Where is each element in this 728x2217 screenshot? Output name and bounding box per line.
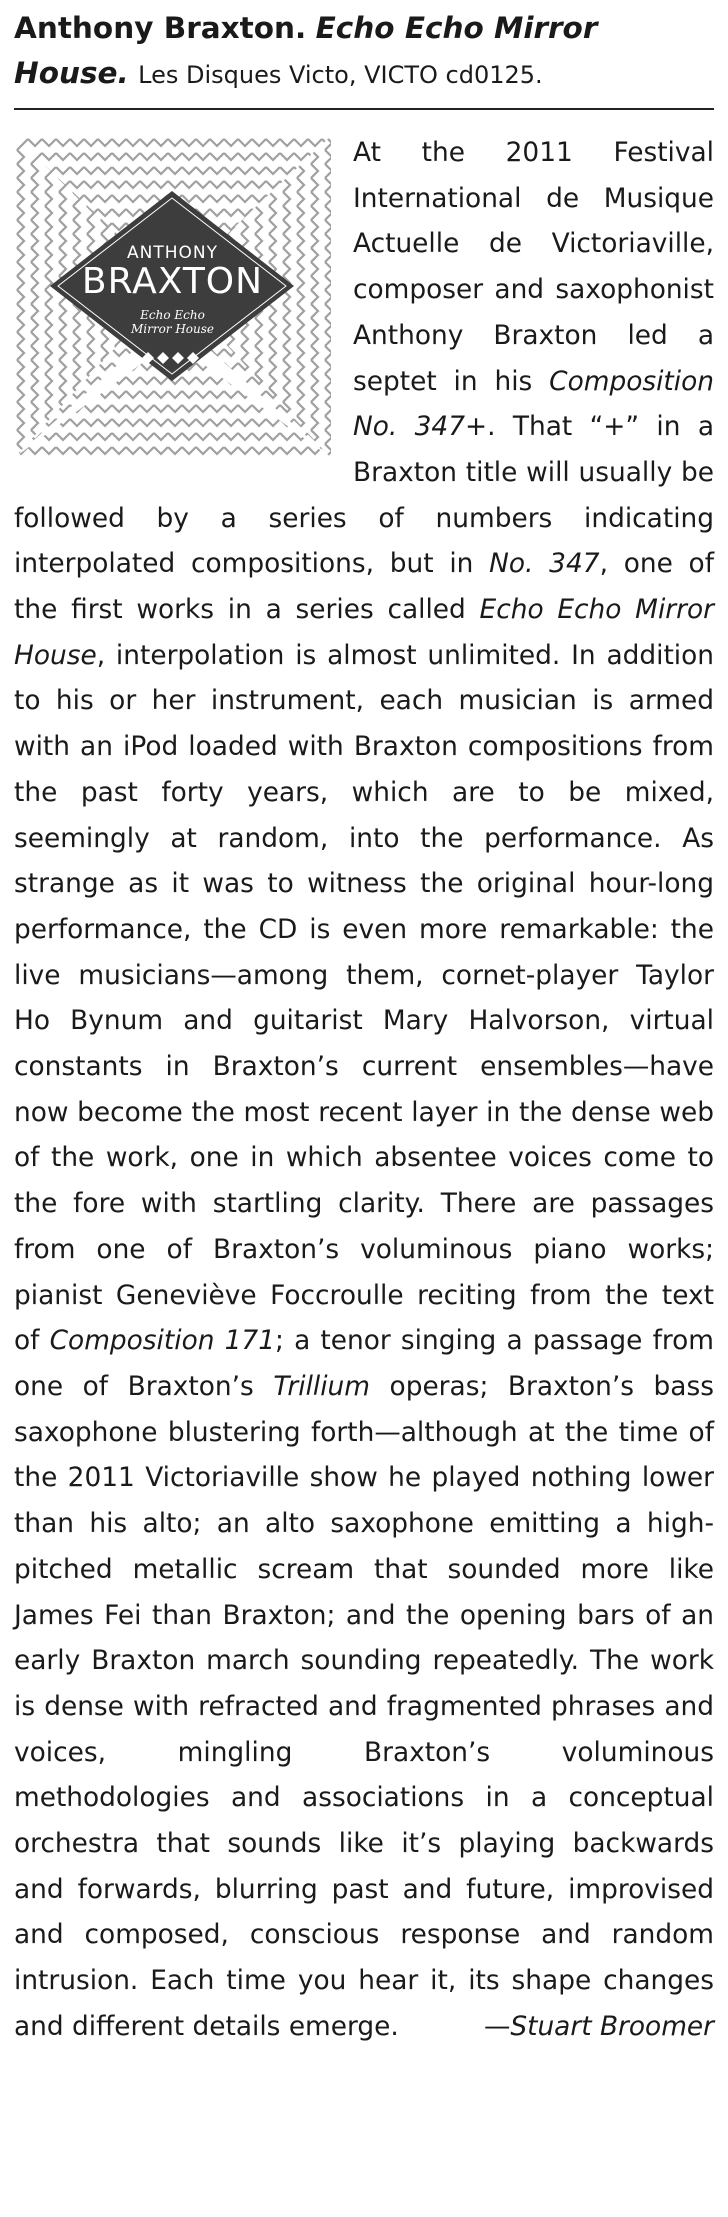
body-text-segment: , interpolation is almost unlimited. In addition to his or her instrument, each musician is armed with an iPod loaded with Braxton compositions from the past forty years, which are to be mixed, seemingly at random, into the performance. As strange as it was to witness the original hour-long performance, the CD is even more remarkable: the live musicians—among them, cornet-player Taylor Ho Bynum and guitarist Mary Halvorson, virtual constants in Braxton’s current ensembles—have now become the most recent layer in the dense web of the work, one in which absentee voices come to the fore with startling clarity. There are passages from one of Braxton’s voluminous piano works; pianist Geneviève Foccroulle reciting from the text of	[14, 639, 714, 1357]
series-title: Echo Echo Mirror House	[14, 594, 714, 671]
album-title: Echo Echo Mirror House.	[14, 11, 598, 90]
album-cover	[14, 136, 331, 458]
cover-album-line-2: Mirror House	[130, 322, 215, 336]
body-text-segment: operas; Braxton’s bass saxophone blustering forth—although at the time of the 2011 Victoriaville show he played nothing lower than his alto; an alto saxophone emitting a high-pitched metallic scream that sounded more like James Fei than Braxton; and the opening bars of an early Braxton march sounding repeatedly. The work is dense with refracted and fragmented phrases and voices, mingling Braxton’s voluminous methodologies and associations in a conceptual orchestra that sounds like it’s playing backwards and forwards, blurring past and future, improvised and composed, conscious response and random intrusion. Each time you hear it, its shape changes and different details emerge.	[14, 1370, 714, 2042]
label-info: Les Disques Victo, VICTO cd0125.	[138, 61, 543, 89]
no-347-title: No. 347	[489, 548, 600, 580]
cover-album-line-1: Echo Echo	[140, 308, 205, 322]
heading-divider	[14, 108, 714, 110]
review-article	[14, 0, 714, 2050]
cover-album-title	[14, 308, 331, 336]
cover-first-name: ANTHONY	[127, 243, 218, 263]
trillium-title: Trillium	[273, 1370, 370, 1402]
body-text-segment: . That “+” in a Braxton title will usually be followed by a series of numbers indicating interpolated compositions, but in	[14, 411, 714, 580]
cover-last-name: BRAXTON	[81, 261, 264, 302]
body-text-segment: ; a tenor singing a passage from one of Braxton’s	[14, 1325, 714, 1402]
body-text-segment: , one of the first works in a series called	[14, 548, 714, 626]
artist-name: Anthony Braxton.	[14, 11, 307, 45]
composition-171-title: Composition 171	[49, 1325, 275, 1357]
body-text-segment: At the 2011 Festival International de Musique Actuelle de Victoriaville, composer and saxophonist Anthony Braxton led a septet in his	[353, 137, 714, 397]
review-heading	[14, 6, 714, 98]
composition-347-title: Composition No. 347+	[353, 365, 714, 443]
reviewer-signature: —Stuart Broomer	[483, 2010, 714, 2042]
